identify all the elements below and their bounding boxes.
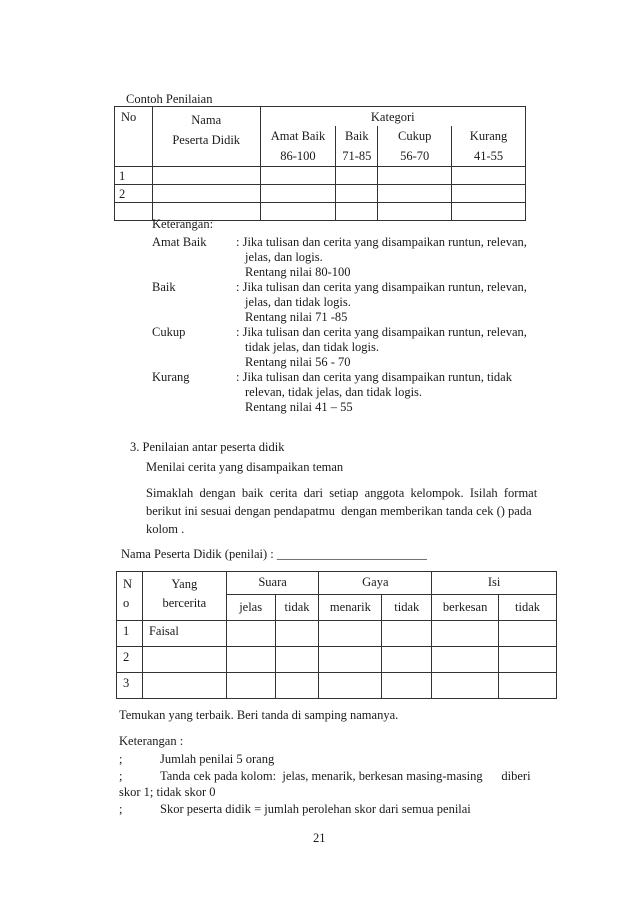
cat-amat-baik: Amat Baik 86-100 bbox=[260, 126, 336, 167]
temukan-text: Temukan yang terbaik. Beri tanda di samping namanya. bbox=[119, 708, 399, 722]
table-row: 1 Faisal bbox=[117, 621, 557, 647]
header-nama: Nama Peserta Didik bbox=[152, 107, 260, 167]
section3-para-2: berikut ini sesuai dengan pendapatmu dengan memberikan tanda cek () pada bbox=[146, 504, 532, 518]
section3-heading: 3. Penilaian antar peserta didik bbox=[130, 440, 285, 454]
desc-cukup-1: : Jika tulisan dan cerita yang disampaikan runtun, relevan, bbox=[236, 325, 527, 339]
assessment-category-table bbox=[114, 106, 526, 221]
sub-tidak: tidak bbox=[499, 595, 557, 621]
bullet: ; bbox=[119, 752, 123, 766]
bullet: ; bbox=[119, 802, 123, 816]
desc-baik-3: Rentang nilai 71 -85 bbox=[245, 310, 348, 324]
note-1: Jumlah penilai 5 orang bbox=[160, 752, 275, 766]
cat-kurang: Kurang 41-55 bbox=[452, 126, 526, 167]
cat-cukup: Cukup 56-70 bbox=[378, 126, 452, 167]
term-amat-baik: Amat Baik bbox=[152, 235, 207, 249]
bullet: ; bbox=[119, 769, 123, 783]
page-number: 21 bbox=[313, 831, 326, 845]
note-2b: skor 1; tidak skor 0 bbox=[119, 785, 216, 799]
sub-tidak: tidak bbox=[275, 595, 319, 621]
desc-baik-1: : Jika tulisan dan cerita yang disampaikan runtun, relevan, bbox=[236, 280, 527, 294]
desc-cukup-3: Rentang nilai 56 - 70 bbox=[245, 355, 351, 369]
desc-kurang-3: Rentang nilai 41 – 55 bbox=[245, 400, 353, 414]
table1-caption: Contoh Penilaian bbox=[126, 92, 213, 106]
section3-para-3: kolom . bbox=[146, 522, 185, 536]
header-gaya: Gaya bbox=[319, 572, 432, 595]
desc-amat-baik-3: Rentang nilai 80-100 bbox=[245, 265, 351, 279]
keterangan-title: Keterangan: bbox=[152, 217, 214, 231]
header-suara: Suara bbox=[226, 572, 319, 595]
cat-baik: Baik 71-85 bbox=[336, 126, 378, 167]
sub-berkesan: berkesan bbox=[432, 595, 499, 621]
note-2a: Tanda cek pada kolom: jelas, menarik, berkesan masing-masing diberi bbox=[160, 769, 531, 783]
desc-kurang-1: : Jika tulisan dan cerita yang disampaikan runtun, tidak bbox=[236, 370, 512, 384]
sub-tidak: tidak bbox=[382, 595, 432, 621]
desc-kurang-2: relevan, tidak jelas, dan tidak logis. bbox=[245, 385, 423, 399]
desc-amat-baik-1: : Jika tulisan dan cerita yang disampaikan runtun, relevan, bbox=[236, 235, 527, 249]
term-kurang: Kurang bbox=[152, 370, 190, 384]
term-cukup: Cukup bbox=[152, 325, 186, 339]
table-row: 2 bbox=[115, 184, 526, 202]
nama-penilai-line: Nama Peserta Didik (penilai) : ________________________ bbox=[121, 547, 427, 561]
keterangan2-title: Keterangan : bbox=[119, 734, 184, 748]
table-row: 1 bbox=[115, 166, 526, 184]
header-yang-bercerita: Yang bercerita bbox=[142, 572, 226, 621]
note-3: Skor peserta didik = jumlah perolehan skor dari semua penilai bbox=[160, 802, 471, 816]
section3-para-1: Simaklah dengan baik cerita dari setiap anggota kelompok. Isilah format bbox=[146, 486, 538, 500]
header-no: N o bbox=[117, 572, 143, 621]
section3-subheading: Menilai cerita yang disampaikan teman bbox=[146, 460, 344, 474]
sub-jelas: jelas bbox=[226, 595, 275, 621]
desc-amat-baik-2: jelas, dan logis. bbox=[245, 250, 323, 264]
peer-assessment-table bbox=[116, 571, 557, 699]
table-row: 2 bbox=[117, 647, 557, 673]
header-isi: Isi bbox=[432, 572, 557, 595]
header-kategori: Kategori bbox=[260, 107, 525, 126]
desc-cukup-2: tidak jelas, dan tidak logis. bbox=[245, 340, 380, 354]
sub-menarik: menarik bbox=[319, 595, 382, 621]
header-no: No bbox=[115, 107, 153, 167]
term-baik: Baik bbox=[152, 280, 176, 294]
desc-baik-2: jelas, dan tidak logis. bbox=[245, 295, 351, 309]
table-row: 3 bbox=[117, 673, 557, 699]
